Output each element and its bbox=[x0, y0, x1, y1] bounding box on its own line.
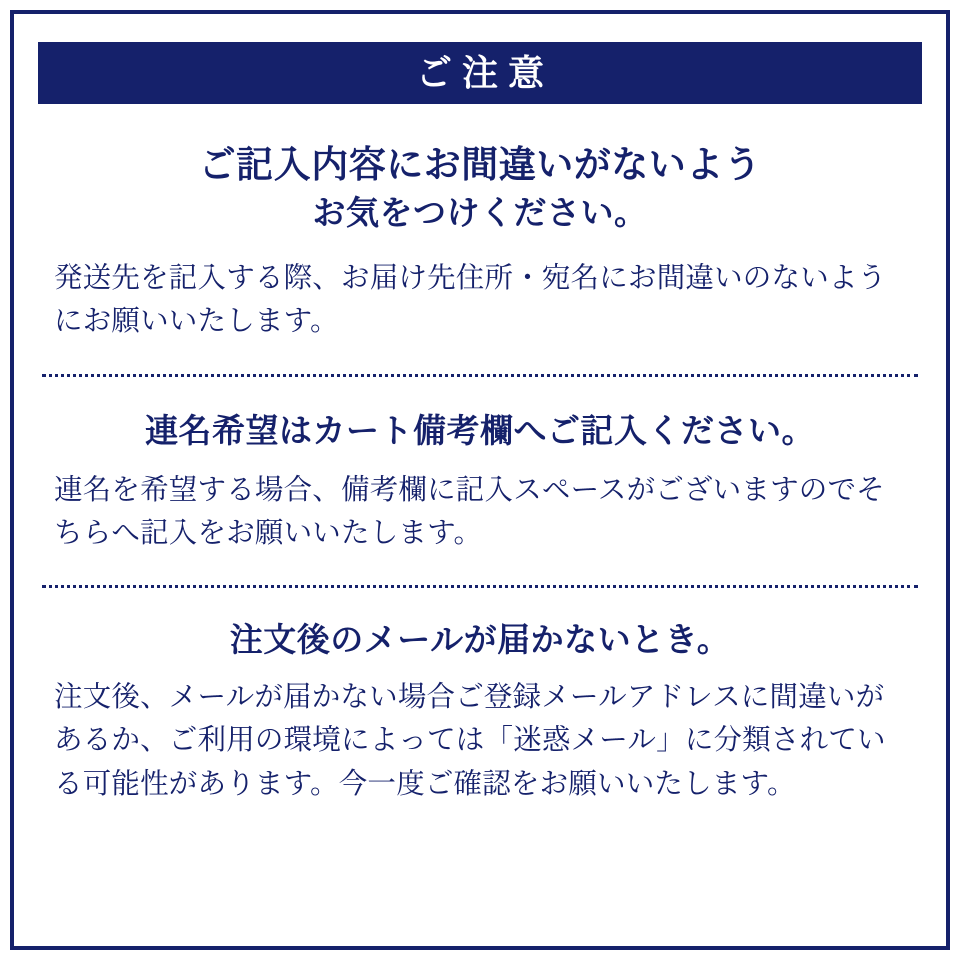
section-mail-not-received bbox=[38, 618, 922, 806]
section-joint-name bbox=[38, 409, 922, 556]
page-title: ご注意 bbox=[415, 52, 554, 93]
spacer-1 bbox=[38, 377, 922, 407]
section-1-heading-line2: お気をつけください。 bbox=[312, 194, 648, 232]
section-2-body: 連名を希望する場合、備考欄に記入スペースがございますのでそちらへ記入をお願いいたします。 bbox=[54, 473, 885, 549]
page-inner bbox=[14, 14, 946, 946]
section-1-heading-line1: ご記入内容にお間違いがないよう bbox=[198, 144, 762, 185]
section-3-heading: 注文後のメールが届かないとき。 bbox=[229, 621, 731, 659]
section-3-body: 注文後、メールが届かない場合ご登録メールアドレスに間違いがあるか、ご利用の環境によっては「迷惑メール」に分類されている可能性があります。今一度ご確認をお願いいたします。 bbox=[54, 681, 886, 800]
section-address-check bbox=[38, 140, 922, 344]
section-1-body: 発送先を記入する際、お届け先住所・宛名にお間違いのないようにお願いいたします。 bbox=[54, 262, 887, 338]
header-band bbox=[38, 42, 922, 104]
spacer-2 bbox=[38, 588, 922, 618]
section-2-heading: 連名希望はカート備考欄へご記入ください。 bbox=[145, 411, 815, 449]
notice-content bbox=[38, 114, 922, 928]
